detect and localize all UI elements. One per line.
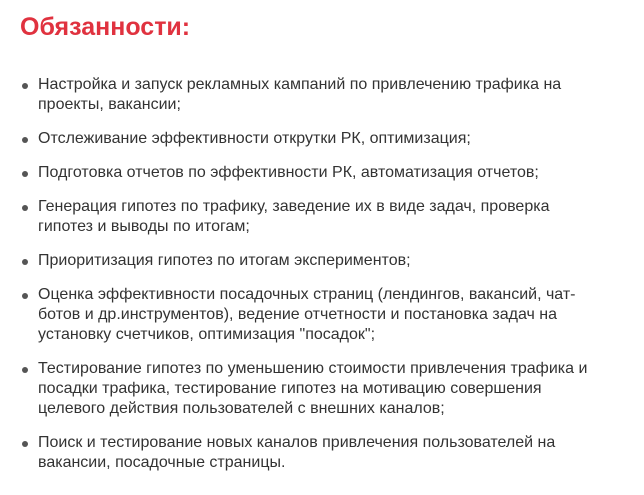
bullet-icon bbox=[22, 83, 28, 89]
list-item-text: Поиск и тестирование новых каналов привлечения пользователей на вакансии, посадочные страницы. bbox=[38, 434, 556, 471]
list-item-text: Генерация гипотез по трафику, заведение их в виде задач, проверка гипотез и выводы по итогам; bbox=[38, 198, 550, 235]
list-item bbox=[20, 197, 590, 237]
bullet-icon bbox=[22, 137, 28, 143]
list-item-text: Оценка эффективности посадочных страниц (лендингов, вакансий, чат-ботов и др.инструментов), ведение отчетности и постановка задач на установку счетчиков, оптимизация "посадок"; bbox=[38, 286, 576, 343]
responsibilities-list bbox=[20, 75, 590, 473]
bullet-icon bbox=[22, 441, 28, 447]
list-item-text: Подготовка отчетов по эффективности РК, автоматизация отчетов; bbox=[38, 164, 539, 181]
list-item bbox=[20, 433, 590, 473]
bullet-icon bbox=[22, 171, 28, 177]
bullet-icon bbox=[22, 259, 28, 265]
list-item-text: Настройка и запуск рекламных кампаний по привлечению трафика на проекты, вакансии; bbox=[38, 76, 562, 113]
list-item bbox=[20, 75, 590, 115]
list-item bbox=[20, 129, 590, 149]
section-title: Обязанности: bbox=[20, 13, 191, 41]
list-item-text: Тестирование гипотез по уменьшению стоимости привлечения трафика и посадки трафика, тестирование гипотез на мотивацию совершения целевого действия пользователей с внешних каналов; bbox=[38, 360, 588, 417]
list-item bbox=[20, 285, 590, 345]
list-item bbox=[20, 359, 590, 419]
list-item bbox=[20, 163, 590, 183]
list-item bbox=[20, 251, 590, 271]
list-item-text: Отслеживание эффективности открутки РК, оптимизация; bbox=[38, 130, 471, 147]
bullet-icon bbox=[22, 205, 28, 211]
bullet-icon bbox=[22, 293, 28, 299]
list-item-text: Приоритизация гипотез по итогам экспериментов; bbox=[38, 252, 411, 269]
bullet-icon bbox=[22, 367, 28, 373]
